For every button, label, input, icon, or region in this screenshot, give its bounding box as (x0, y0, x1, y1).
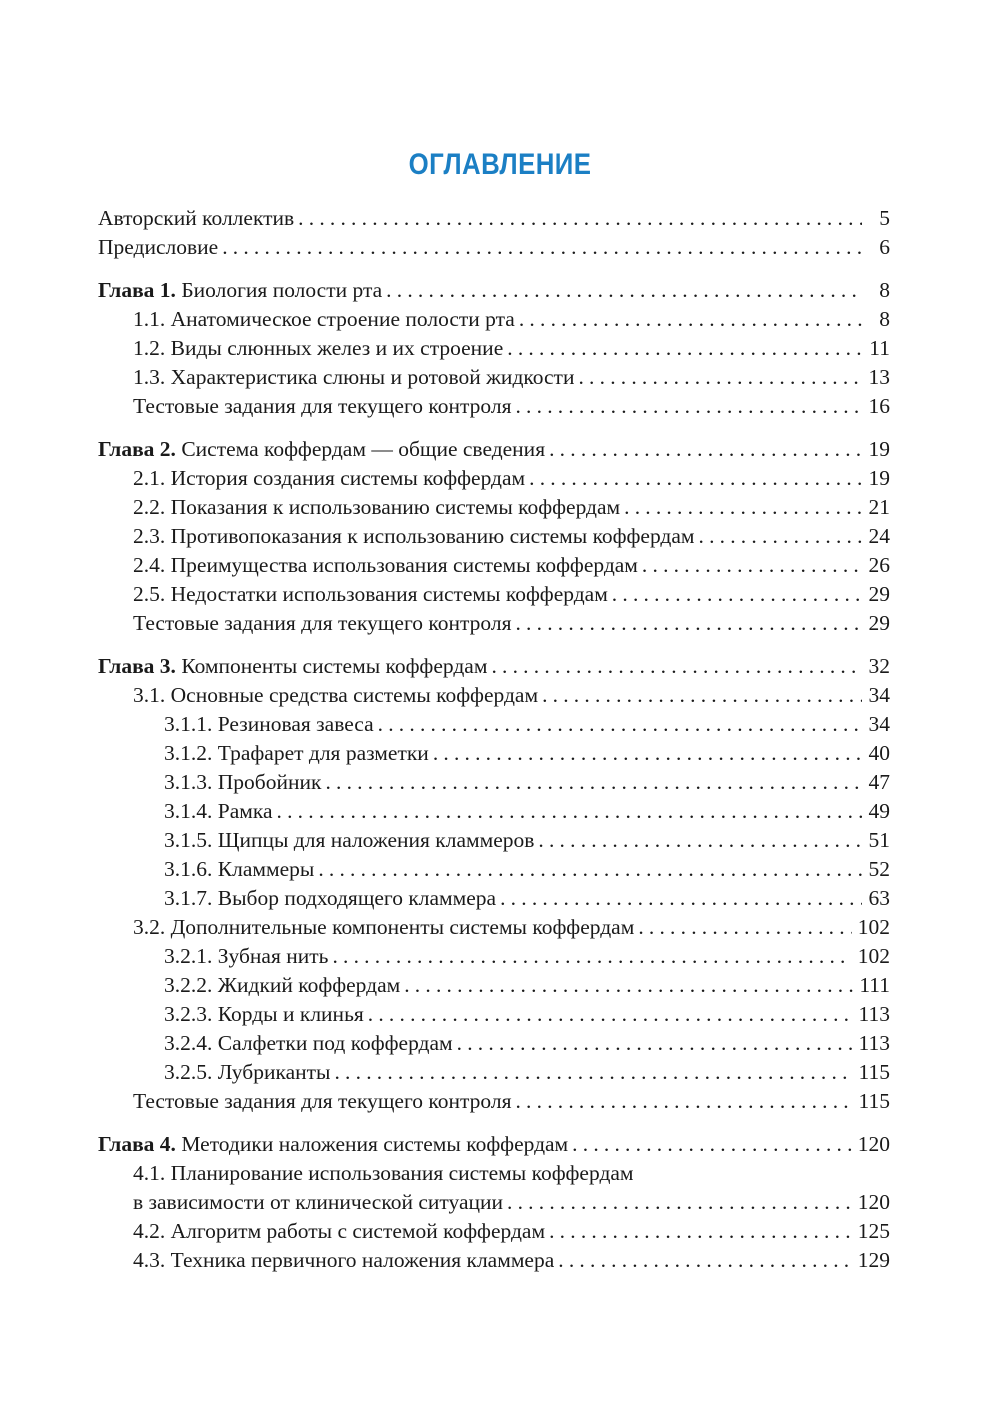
toc-page-number: 120 (857, 1190, 890, 1214)
toc-subsection-entry[interactable]: 3.2.5. Лубриканты ..... 115 (98, 1058, 890, 1087)
dot-leader (699, 522, 863, 551)
toc-section-entry[interactable]: 2.2. Показания к использованию системы коффердам ..... 21 (98, 493, 890, 522)
dot-leader (334, 1058, 852, 1087)
toc-page-number: 19 (868, 466, 890, 490)
toc-section-entry[interactable]: Тестовые задания для текущего контроля ..... 29 (98, 609, 890, 638)
dot-leader (277, 797, 862, 826)
toc-page-number: 24 (868, 524, 890, 548)
toc-entry[interactable]: Предисловие ..... 6 (98, 233, 890, 262)
toc-page-number: 29 (868, 611, 890, 635)
dot-leader (515, 392, 862, 421)
dot-leader (515, 1087, 852, 1116)
toc-page-number: 47 (868, 770, 890, 794)
toc-page-number: 115 (858, 1060, 890, 1084)
toc-page-number: 49 (868, 799, 890, 823)
toc-page-number: 19 (868, 437, 890, 461)
toc-subsection-entry[interactable]: 3.2.2. Жидкий коффердам ..... 111 (98, 971, 890, 1000)
toc-section-entry[interactable]: 2.5. Недостатки использования системы коффердам ..... 29 (98, 580, 890, 609)
toc-page-number: 29 (868, 582, 890, 606)
toc-page-number: 34 (868, 712, 890, 736)
toc-subsection-entry[interactable]: 3.1.5. Щипцы для наложения кламмеров ..... 51 (98, 826, 890, 855)
dot-leader (332, 942, 851, 971)
dot-leader (491, 652, 862, 681)
dot-leader (642, 551, 862, 580)
dot-leader (549, 435, 862, 464)
dot-leader (318, 855, 862, 884)
toc-section-entry[interactable]: 4.2. Алгоритм работы с системой коффердам ..... 125 (98, 1217, 890, 1246)
dot-leader (542, 681, 862, 710)
dot-leader (624, 493, 862, 522)
toc-page-number: 113 (858, 1031, 890, 1055)
toc-entry[interactable]: Авторский коллектив ..... 5 (98, 204, 890, 233)
toc-section-entry[interactable]: 3.1. Основные средства системы коффердам ..... 34 (98, 681, 890, 710)
dot-leader (433, 739, 862, 768)
toc-section-entry[interactable]: Тестовые задания для текущего контроля ..... 16 (98, 392, 890, 421)
dot-leader (549, 1217, 852, 1246)
dot-leader (368, 1000, 853, 1029)
dot-leader (298, 204, 862, 233)
dot-leader (578, 363, 862, 392)
toc-page-number: 120 (857, 1132, 890, 1156)
toc-page-number: 115 (858, 1089, 890, 1113)
toc-subsection-entry[interactable]: 3.1.3. Пробойник ..... 47 (98, 768, 890, 797)
toc-page-number: 11 (869, 336, 890, 360)
toc-section-entry[interactable]: 2.3. Противопоказания к использованию системы коффердам ..... 24 (98, 522, 890, 551)
dot-leader (507, 334, 862, 363)
toc-page-number: 63 (868, 886, 890, 910)
toc-page-number: 40 (868, 741, 890, 765)
toc-subsection-entry[interactable]: 3.1.1. Резиновая завеса ..... 34 (98, 710, 890, 739)
dot-leader (507, 1188, 852, 1217)
dot-leader (612, 580, 862, 609)
toc-section-entry[interactable]: 1.3. Характеристика слюны и ротовой жидкости ..... 13 (98, 363, 890, 392)
toc-subsection-entry[interactable]: 3.2.3. Корды и клинья ..... 113 (98, 1000, 890, 1029)
toc-page-number: 6 (879, 235, 890, 259)
toc-page-number: 102 (857, 944, 890, 968)
toc-section-entry[interactable]: Тестовые задания для текущего контроля ..... 115 (98, 1087, 890, 1116)
dot-leader (519, 305, 862, 334)
toc-page-number: 129 (857, 1248, 890, 1272)
toc-subsection-entry[interactable]: 3.1.6. Кламмеры ..... 52 (98, 855, 890, 884)
toc-page-number: 52 (868, 857, 890, 881)
toc-chapter-entry[interactable]: Глава 3. Компоненты системы коффердам ..... 32 (98, 652, 890, 681)
toc-section-entry[interactable]: 1.2. Виды слюнных желез и их строение ..... 11 (98, 334, 890, 363)
toc-page-number: 21 (868, 495, 890, 519)
toc-page-number: 51 (868, 828, 890, 852)
toc-subsection-entry[interactable]: 3.1.4. Рамка ..... 49 (98, 797, 890, 826)
toc-chapter-entry[interactable]: Глава 2. Система коффердам — общие сведения ..... 19 (98, 435, 890, 464)
toc-section-entry-line2[interactable]: в зависимости от клинической ситуации ..... 120 (98, 1188, 890, 1217)
toc-page-number: 34 (868, 683, 890, 707)
dot-leader (638, 913, 851, 942)
dot-leader (572, 1130, 852, 1159)
toc-page-number: 8 (879, 307, 890, 331)
toc-section-entry[interactable]: 2.1. История создания системы коффердам ..... 19 (98, 464, 890, 493)
toc-page-number: 32 (868, 654, 890, 678)
toc-page-number: 113 (858, 1002, 890, 1026)
page-title: ОГЛАВЛЕНИЕ (408, 148, 592, 181)
dot-leader (558, 1246, 851, 1275)
toc-section-entry-line1[interactable]: 4.1. Планирование использования системы коффердам (133, 1161, 634, 1185)
toc-chapter-entry[interactable]: Глава 4. Методики наложения системы коффердам ..... 120 (98, 1130, 890, 1159)
dot-leader (515, 609, 862, 638)
dot-leader (500, 884, 862, 913)
toc-page-number: 102 (857, 915, 890, 939)
toc-chapter-entry[interactable]: Глава 1. Биология полости рта ..... 8 (98, 276, 890, 305)
dot-leader (404, 971, 853, 1000)
toc-subsection-entry[interactable]: 3.2.4. Салфетки под коффердам ..... 113 (98, 1029, 890, 1058)
dot-leader (386, 276, 862, 305)
toc-section-entry[interactable]: 4.3. Техника первичного наложения кламмера ..... 129 (98, 1246, 890, 1275)
dot-leader (538, 826, 862, 855)
toc-page-number: 13 (868, 365, 890, 389)
toc-subsection-entry[interactable]: 3.1.7. Выбор подходящего кламмера ..... 63 (98, 884, 890, 913)
dot-leader (529, 464, 862, 493)
table-of-contents (98, 204, 890, 1275)
dot-leader (222, 233, 862, 262)
toc-page-number: 5 (879, 206, 890, 230)
toc-section-entry[interactable]: 1.1. Анатомическое строение полости рта ..... 8 (98, 305, 890, 334)
toc-subsection-entry[interactable]: 3.2.1. Зубная нить ..... 102 (98, 942, 890, 971)
toc-subsection-entry[interactable]: 3.1.2. Трафарет для разметки ..... 40 (98, 739, 890, 768)
dot-leader (325, 768, 862, 797)
toc-page-number: 26 (868, 553, 890, 577)
toc-page-number: 125 (857, 1219, 890, 1243)
toc-page-number: 8 (879, 278, 890, 302)
dot-leader (457, 1029, 853, 1058)
toc-page-number: 111 (859, 973, 890, 997)
toc-section-entry[interactable]: 3.2. Дополнительные компоненты системы коффердам ..... 102 (98, 913, 890, 942)
toc-page-number: 16 (868, 394, 890, 418)
dot-leader (378, 710, 862, 739)
toc-section-entry[interactable]: 2.4. Преимущества использования системы коффердам ..... 26 (98, 551, 890, 580)
